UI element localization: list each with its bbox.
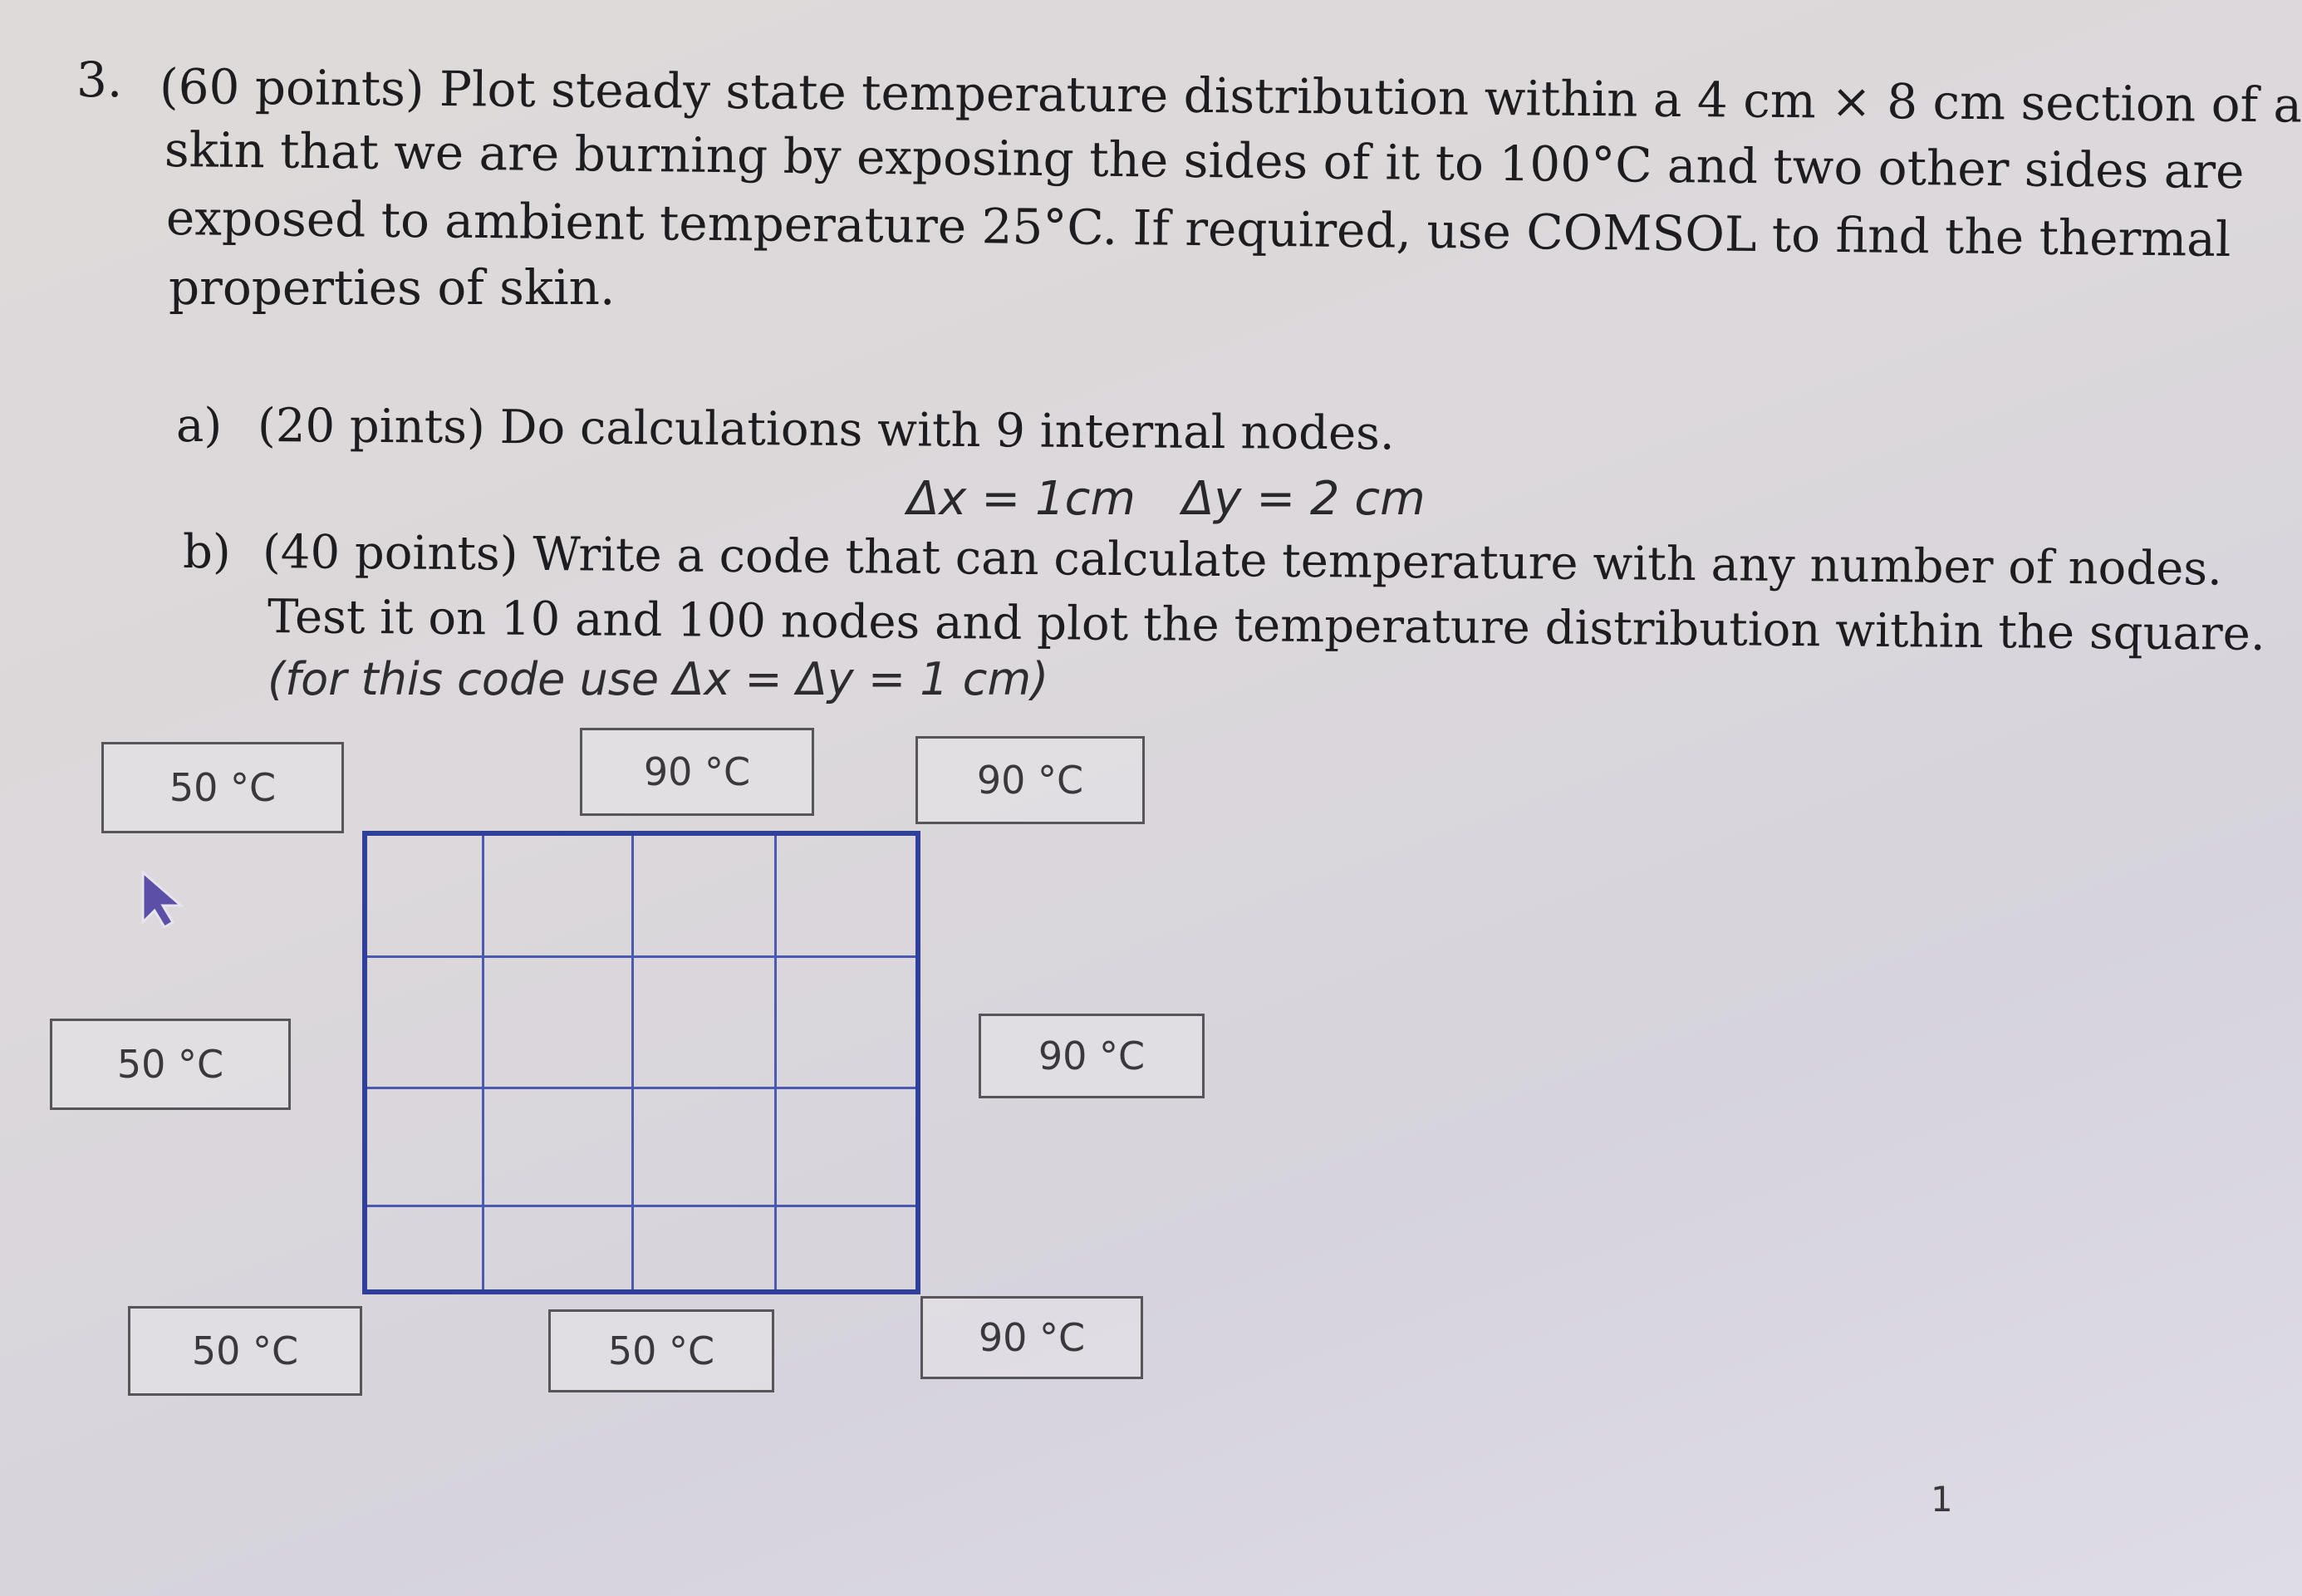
temp-box-bottom-middle: 50 °C bbox=[548, 1309, 774, 1392]
question-text-line-4: properties of skin. bbox=[169, 259, 616, 316]
question-text-line-2: skin that we are burning by exposing the sides of it to 100°C and two other sides are bbox=[164, 121, 2245, 200]
temp-box-bottom-left: 50 °C bbox=[128, 1306, 362, 1396]
temp-box-middle-left: 50 °C bbox=[50, 1019, 291, 1110]
part-a-equation bbox=[907, 472, 1426, 526]
grid-line-horizontal-1 bbox=[367, 955, 915, 958]
grid-line-vertical-2 bbox=[631, 836, 634, 1289]
node-grid bbox=[362, 831, 920, 1294]
question-text-line-3: exposed to ambient temperature 25°C. If required, use COMSOL to find the thermal bbox=[165, 189, 2231, 268]
grid-line-vertical-3 bbox=[774, 836, 777, 1289]
temp-box-top-left: 50 °C bbox=[101, 742, 344, 833]
part-a-text: (20 pints) Do calculations with 9 internal nodes. bbox=[257, 399, 1395, 461]
grid-line-horizontal-3 bbox=[367, 1205, 915, 1207]
delta-y-equation: Δy = 2 cm bbox=[1181, 472, 1426, 526]
part-b-text-line-1: (40 points) Write a code that can calculate temperature with any number of nodes. bbox=[262, 525, 2223, 597]
temp-box-middle-right: 90 °C bbox=[979, 1014, 1205, 1098]
mouse-pointer-icon bbox=[140, 869, 189, 932]
part-b-label: b) bbox=[183, 525, 231, 579]
temp-box-bottom-right: 90 °C bbox=[920, 1296, 1143, 1379]
page-number: 1 bbox=[1931, 1479, 1953, 1520]
part-b-text-line-2: Test it on 10 and 100 nodes and plot the temperature distribution within the square. bbox=[267, 590, 2265, 661]
delta-x-equation: Δx = 1cm bbox=[907, 472, 1136, 526]
temp-box-top-right: 90 °C bbox=[915, 736, 1145, 824]
question-number: 3. bbox=[76, 52, 123, 108]
part-a-label: a) bbox=[176, 399, 223, 453]
grid-line-horizontal-2 bbox=[367, 1087, 915, 1089]
part-b-text-line-3: (for this code use Δx = Δy = 1 cm) bbox=[268, 653, 1049, 705]
temp-box-top-middle: 90 °C bbox=[580, 728, 814, 816]
question-text-line-1: (60 points) Plot steady state temperature distribution within a 4 cm × 8 cm section of a bbox=[159, 58, 2302, 134]
grid-line-vertical-1 bbox=[482, 836, 484, 1289]
